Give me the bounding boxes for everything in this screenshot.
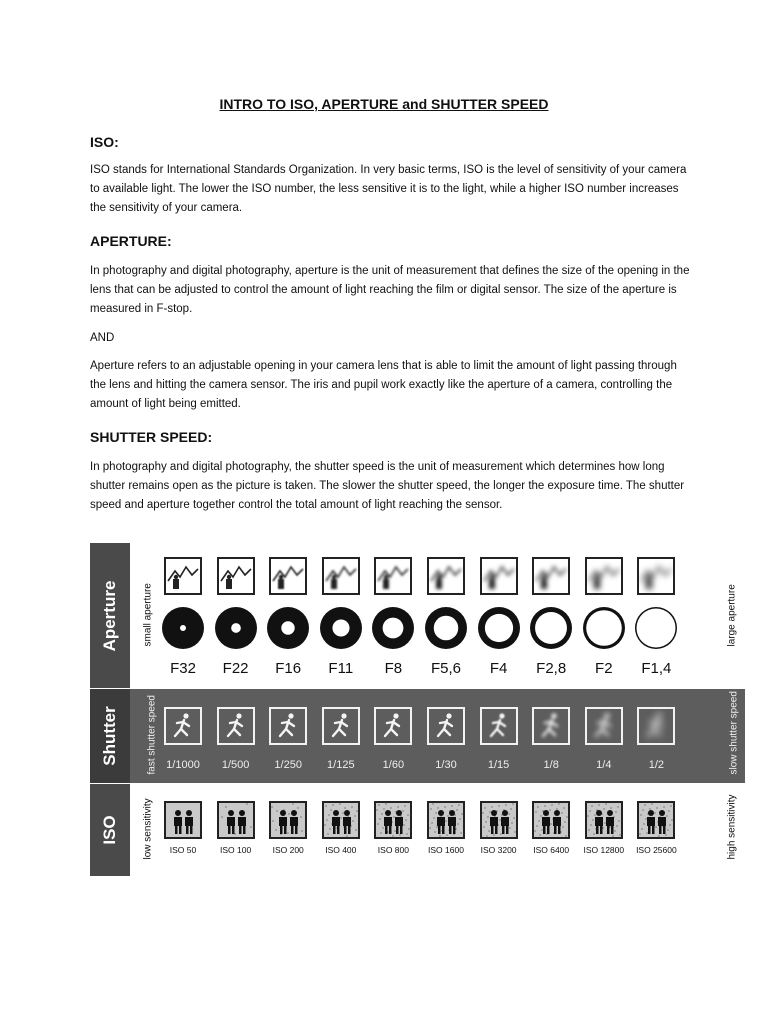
running-figure-icon [480,707,518,745]
shutter-band-label: Shutter [100,706,119,766]
aperture-circle-icon [476,605,522,651]
running-figure-icon [269,707,307,745]
shutter-value-label: 1/250 [274,759,302,771]
people-photo-icon [374,801,412,839]
aperture-value-label: F4 [489,660,508,677]
shutter-value-label: 1/2 [648,759,665,771]
shutter-heading: SHUTTER SPEED: [90,429,213,445]
aperture-value-label: F1,4 [641,660,672,677]
people-photo-icon [480,801,518,839]
iso-value-label: ISO 3200 [480,845,517,855]
aperture-value-label: F2 [595,660,613,677]
running-figure-icon [217,707,255,745]
aperture-circle-icon [265,605,311,651]
shutter-value-label: 1/60 [382,759,405,771]
aperture-value-label: F22 [222,660,249,677]
landscape-photo-icon [427,557,465,595]
aperture-left-side-label: small aperture [142,583,154,647]
iso-heading: ISO: [90,134,119,150]
people-photo-icon [585,801,623,839]
landscape-photo-icon [637,557,675,595]
running-figure-icon [532,707,570,745]
iso-value-label: ISO 400 [325,845,357,855]
landscape-photo-icon [164,557,202,595]
people-photo-icon [532,801,570,839]
people-photo-icon [637,801,675,839]
aperture-circle-icon [423,605,469,651]
running-figure-icon [637,707,675,745]
people-photo-icon [164,801,202,839]
iso-paragraph: ISO stands for International Standards Organization. In very basic terms, ISO is the level of sensitivity of your camera to available light. The lower the ISO number, the less sensitive it is to the light, while a higher ISO number increases the sensitivity of your camera. [90,164,687,214]
people-photo-icon [217,801,255,839]
landscape-photo-icon [322,557,360,595]
aperture-value-label: F11 [328,660,354,677]
iso-value-label: ISO 100 [220,845,252,855]
running-figure-icon [164,707,202,745]
aperture-paragraph-2: Aperture refers to an adjustable opening in your camera lens that is able to limit the amount of light passing through the lens and hitting the camera sensor. The iris and pupil work exactly like the aperture of a camera, controlling the amount of light being emitted. [90,360,677,410]
shutter-value-label: 1/500 [221,759,250,771]
aperture-circle-icon [370,605,416,651]
shutter-value-label: 1/30 [435,759,457,771]
aperture-band-label-column [90,543,130,688]
aperture-circle-icon [581,605,627,651]
and-text: AND [90,332,115,344]
aperture-heading: APERTURE: [90,233,172,249]
aperture-band [90,543,745,688]
people-photo-icon [269,801,307,839]
iso-left-side-label: low sensitivity [142,798,154,860]
shutter-value-label: 1/1000 [166,759,200,771]
shutter-paragraph: In photography and digital photography, the shutter speed is the unit of measurement which determines how long shutter remains open as the picture is taken. The slower the shutter speed, the longer the exposure time. The shutter speed and aperture together control the total amount of light reaching the sensor. [90,461,685,511]
shutter-value-label: 1/4 [596,759,612,771]
iso-value-label: ISO 1600 [428,845,464,855]
aperture-circle-icon [633,605,679,651]
shutter-value-label: 1/125 [327,759,355,771]
iso-right-side-label: high sensitivity [726,794,738,860]
landscape-photo-icon [532,557,570,595]
exposure-chart [90,543,745,876]
aperture-circle-icon [318,605,364,651]
running-figure-icon [585,707,623,745]
people-photo-icon [427,801,465,839]
iso-value-label: ISO 6400 [533,845,570,855]
running-figure-icon [374,707,412,745]
shutter-band-label-column [90,689,130,783]
running-figure-icon [427,707,465,745]
iso-band-label-column [90,784,130,876]
people-photo-icon [322,801,360,839]
document-title: INTRO TO ISO, APERTURE and SHUTTER SPEED [219,96,549,112]
landscape-photo-icon [585,557,623,595]
aperture-value-label: F2,8 [536,660,567,677]
shutter-band [90,689,745,783]
aperture-value-label: F8 [384,660,403,677]
landscape-photo-icon [269,557,307,595]
aperture-value-label: F32 [170,660,196,677]
iso-band [90,784,745,876]
iso-band-label: ISO [100,815,119,845]
aperture-band-label: Aperture [100,580,119,651]
aperture-circle-icon [160,605,206,651]
landscape-photo-icon [374,557,412,595]
landscape-photo-icon [217,557,255,595]
shutter-right-side-label: slow shutter speed [728,691,740,775]
aperture-right-side-label: large aperture [726,584,738,647]
aperture-paragraph-1: In photography and digital photography, aperture is the unit of measurement that defines the size of the opening in the lens that can be adjusted to control the amount of light reaching the film or digital sensor. The size of the aperture is measured in F-stop. [90,265,690,315]
aperture-value-label: F16 [275,660,302,677]
aperture-circle-icon [213,605,259,651]
iso-value-label: ISO 25600 [636,845,677,855]
iso-value-label: ISO 50 [169,845,197,855]
aperture-value-label: F5,6 [430,660,461,677]
iso-value-label: ISO 12800 [583,845,625,855]
shutter-value-label: 1/8 [543,759,559,771]
shutter-left-side-label: fast shutter speed [146,695,158,775]
landscape-photo-icon [480,557,518,595]
shutter-value-label: 1/15 [487,759,510,771]
iso-value-label: ISO 200 [272,845,304,855]
aperture-circle-icon [528,605,574,651]
running-figure-icon [322,707,360,745]
iso-value-label: ISO 800 [377,845,409,855]
